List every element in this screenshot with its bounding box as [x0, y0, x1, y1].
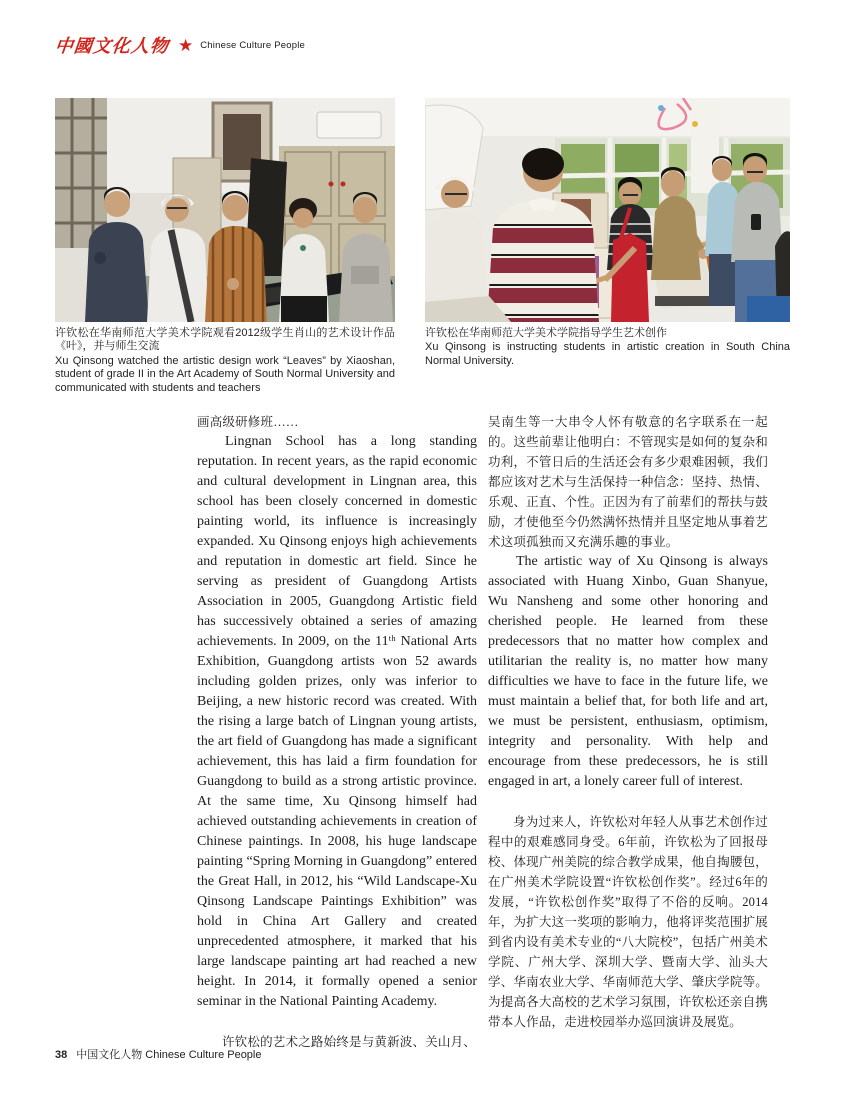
logo-english-title: Chinese Culture People: [200, 39, 305, 51]
photo-left-studio-visit: [55, 98, 395, 322]
paragraph-lingnan-school: Lingnan School has a long standing reputation. In recent years, as the rapid economic and cultural development in Lingnan area, this school has been closely concerned in domestic painting world, its influence is increasingly expanded. Xu Qinsong enjoys high achievements and reputation in domestic art field. Since he serving as president of Guangdong Artists Association in 2005, Guangdong Artistic field has successively obtained a series of amazing achievements. In 2009, on the 11ᵗʰ National Arts Exhibition, Guangdong artists won 52 awards including golden prizes, only was inferior to Beijing, a new historic record was created. With the rising a large batch of Lingnan young artists, the art field of Guangdong has made a significant achievement, this has laid a firm foundation for Guangdong to build as a strong artistic province. At the same time, Xu Qinsong himself had achieved outstanding achievements in creation of Chinese paintings. In 2008, his huge landscape painting “Spring Morning in Guangdong” entered the Great Hall, in 2012, his “Wild Landscape-Xu Qinsong Landscape Paintings Exhibition” was hold in China Art Gallery and created unprecedented atmosphere, it marked that his large landscape painting art had reached a new height. In 2014, it formally opened a senior seminar in the National Painting Academy.: [197, 434, 477, 1009]
photo-left-illustration: [55, 98, 395, 322]
caption-left-chinese: 许钦松在华南师范大学美术学院观看2012级学生肖山的艺术设计作品《叶》，并与师生交流: [55, 327, 395, 353]
paragraph-artistic-way-en: The artistic way of Xu Qinsong is always associated with Huang Xinbo, Guan Shanyue, Wu Nansheng and some other honoring and cherished people. He learned from these predecessors that no matter how complex and utilitarian the reality is, no matter how many difficulties we have to face in the future life, we must maintain a belief that, for both life and art, we must be persistent, enthusiasm, optimism, integrity and personality. With help and encourage from these predecessors, he is still engaged in art, a lonely career full of interest.: [488, 554, 768, 789]
paragraph-art-road-start: 许钦松的艺术之路始终是与黄新波、关山月、: [222, 1035, 477, 1049]
caption-left-english: Xu Qinsong watched the artistic design work “Leaves” by Xiaoshan, student of grade II in the Art Academy of South Normal University and communicated with students and teachers: [55, 354, 395, 394]
lattice-window: [55, 98, 107, 248]
logo-chinese-title: 中國文化人物: [53, 36, 170, 57]
body-column-left: [197, 412, 477, 1052]
page-number: 38: [55, 1049, 68, 1061]
blue-painting: [747, 296, 790, 322]
air-conditioner: [317, 112, 381, 138]
photo-right-printmaking: [425, 98, 790, 322]
caption-right: [425, 327, 790, 368]
footer-title: 中国文化人物 Chinese Culture People: [76, 1049, 262, 1061]
body-column-right: [488, 412, 768, 1032]
column: [691, 98, 719, 193]
photo-right-illustration: [425, 98, 790, 322]
caption-right-english: Xu Qinsong is instructing students in artistic creation in South China Normal University.: [425, 341, 790, 367]
star-icon: ★: [178, 35, 194, 55]
magazine-header: [55, 33, 305, 57]
paragraph-creation-award: 身为过来人，许钦松对年轻人从事艺术创作过程中的艰难感同身受。6年前，许钦松为了回报母校、体现广州美院的综合教学成果，他自掏腰包，在广州美术学院设置“许钦松创作奖”。经过6年的发展，“许钦松创作奖”取得了不俗的反响。2014年，为扩大这一奖项的影响力，他将评奖范围扩展到省内设有美术专业的“八大院校”，包括广州美术学院、广州大学、深圳大学、暨南大学、汕头大学、华南农业大学、华南师范大学、肇庆学院等。为提高各大高校的艺术学习氛围，许钦松还亲自携带本人作品，走进校园举办巡回演讲及展览。: [488, 815, 768, 1029]
caption-right-chinese: 许钦松在华南师范大学美术学院指导学生艺术创作: [425, 327, 667, 339]
paragraph-predecessors-cn: 吴南生等一大串令人怀有敬意的名字联系在一起的。这些前辈让他明白：不管现实是如何的复杂和功利，不管日后的生活还会有多少艰难困顿，我们都应该对艺术与生活保持一种信念：坚持、热情、乐观、正直、个性。正因为有了前辈们的帮扶与鼓励，才使他至今仍然满怀热情并且坚定地从事着艺术这项孤独而又充满乐趣的事业。: [488, 415, 768, 549]
page-footer: [55, 1046, 262, 1062]
caption-left: [55, 327, 395, 395]
paragraph-continuation: 画高级研修班……: [197, 415, 299, 429]
